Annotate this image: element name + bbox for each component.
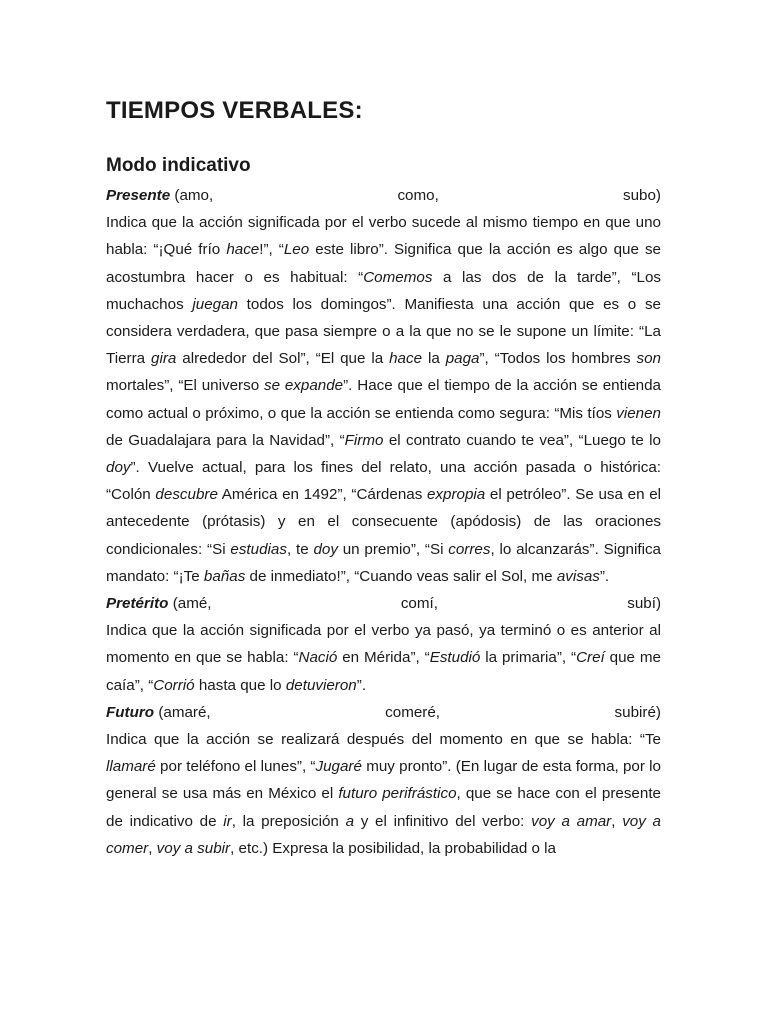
futuro-name: Futuro bbox=[106, 703, 155, 721]
preterito-heading-left bbox=[106, 590, 212, 617]
futuro-example-2: comeré, bbox=[385, 703, 441, 721]
presente-paragraph: Indica que la acción significada por el verbo sucede al mismo tiempo en que uno habla: “¡Qué frío hace!”, “Leo este libro”. Significa que la acción es algo que se acostumbra hacer o es habitual: “Comemos a las dos de la tarde”, “Los muchachos juegan todos los domingos”. Manifiesta una acción que es o se considera verdadera, que pasa siempre o a la que no se le supone un límite: “La Tierra gira alrededor del Sol”, “El que la hace la paga”, “Todos los hombres son mortales”, “El universo se expande”. Hace que el tiempo de la acción se entienda como actual o próximo, o que la acción se entienda como segura: “Mis tíos vienen de Guadalajara para la Navidad”, “Firmo el contrato cuando te vea”, “Luego te lo doy”. Vuelve actual, para los fines del relato, una acción pasada o histórica: “Colón descubre América en 1492”, “Cárdenas expropia el petróleo”. Se usa en el antecedente (prótasis) y en el consecuente (apódosis) de las oraciones condicionales: “Si estudias, te doy un premio”, “Si corres, lo alcanzarás”. Significa mandato: “¡Te bañas de inmediato!”, “Cuando veas salir el Sol, me avisas”. bbox=[106, 214, 662, 585]
section-subtitle: Modo indicativo bbox=[106, 155, 251, 176]
futuro-paragraph: Indica que la acción se realizará después del momento en que se habla: “Te llamaré por teléfono el lunes”, “Jugaré muy pronto”. (En lugar de esta forma, por lo general se usa más en México el futuro perifrástico, que se hace con el presente de indicativo de ir, la preposición a y el infinitivo del verbo: voy a amar, voy a comer, voy a subir, etc.) Expresa la posibilidad, la probabilidad o la bbox=[106, 731, 662, 857]
presente-name: Presente bbox=[106, 187, 171, 204]
futuro-example-3: subiré) bbox=[614, 703, 661, 721]
futuro-heading bbox=[106, 699, 661, 726]
presente-example-1: (amo, bbox=[174, 187, 214, 204]
document-body bbox=[106, 182, 661, 862]
preterito-example-3: subí) bbox=[627, 595, 661, 613]
presente-heading bbox=[106, 182, 661, 209]
preterito-example-1: (amé, bbox=[172, 595, 212, 613]
presente-example-3: subo) bbox=[623, 187, 661, 204]
preterito-example-2: comí, bbox=[400, 595, 438, 613]
futuro-example-1: (amaré, bbox=[158, 703, 211, 721]
page-title: TIEMPOS VERBALES: bbox=[106, 97, 363, 124]
presente-example-2: como, bbox=[397, 187, 439, 204]
preterito-paragraph: Indica que la acción significada por el verbo ya pasó, ya terminó o es anterior al momento en que se habla: “Nació en Mérida”, “Estudió la primaria”, “Creí que me caía”, “Corrió hasta que lo detuvieron”. bbox=[106, 622, 661, 694]
presente-heading-left bbox=[106, 182, 213, 209]
preterito-name: Pretérito bbox=[106, 595, 169, 613]
futuro-heading-left bbox=[106, 699, 211, 726]
preterito-heading bbox=[106, 590, 661, 617]
